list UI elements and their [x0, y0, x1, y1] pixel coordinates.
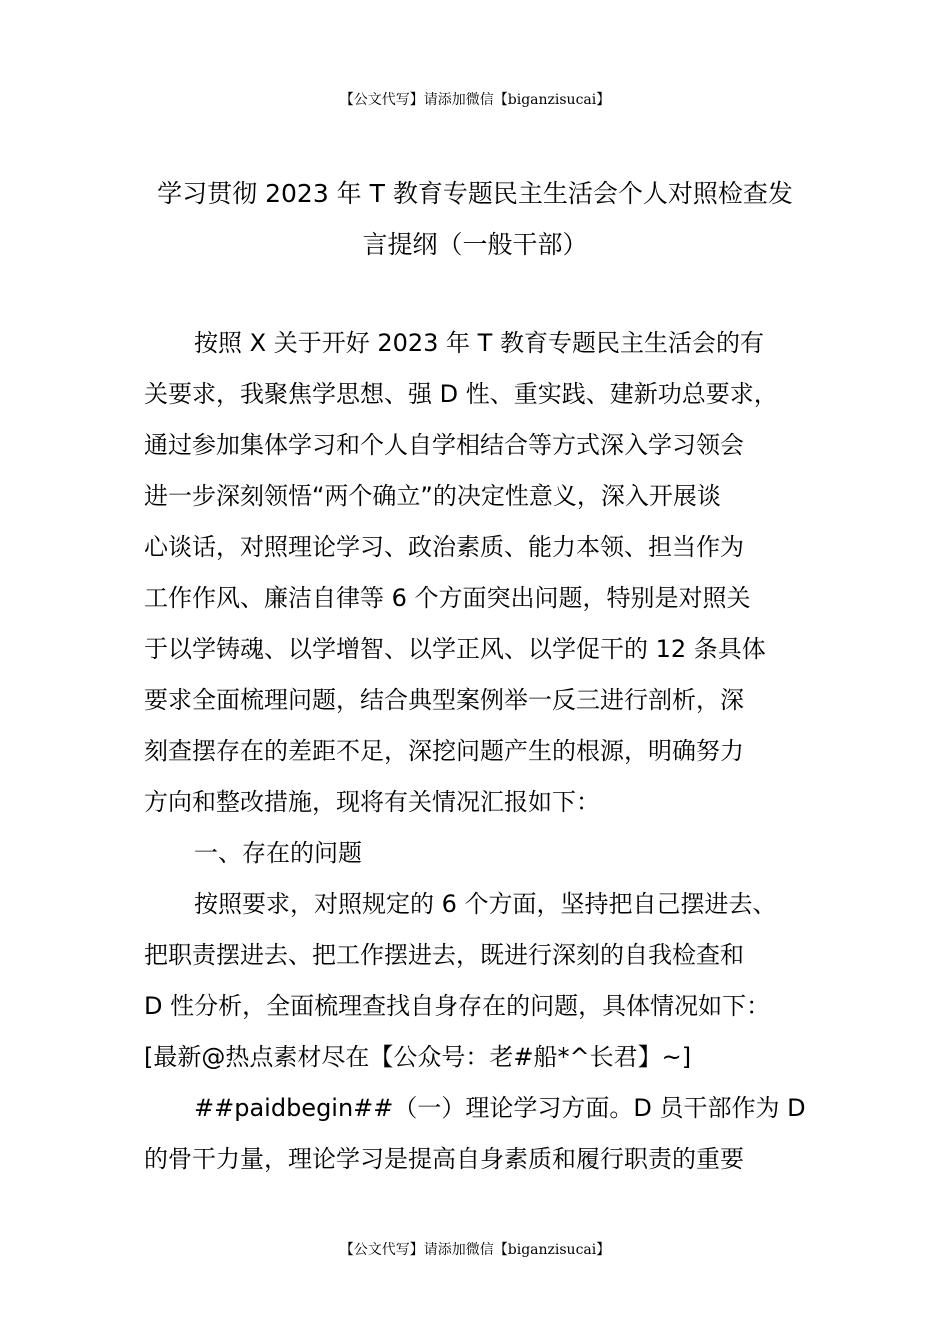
body-line: 心谈话，对照理论学习、政治素质、能力本领、担当作为	[144, 533, 744, 561]
title-line-1: 学习贯彻 2023 年 T 教育专题民主生活会个人对照检查发	[157, 179, 793, 208]
body-line: 于以学铸魂、以学增智、以学正风、以学促干的 12 条具体	[144, 635, 766, 663]
body-line: 要求全面梳理问题，结合典型案例举一反三进行剖析，深	[144, 686, 744, 714]
section-heading: 一、存在的问题	[194, 839, 362, 867]
body-line: 按照要求，对照规定的 6 个方面，坚持把自己摆进去、	[194, 890, 777, 918]
body-line: 的骨干力量，理论学习是提高自身素质和履行职责的重要	[144, 1145, 744, 1173]
title-line-2: 言提纲（一般干部）	[362, 230, 588, 259]
document-body	[144, 318, 844, 1185]
body-line: 按照 X 关于开好 2023 年 T 教育专题民主生活会的有	[194, 329, 764, 357]
promo-line: [最新@热点素材尽在【公众号：老#船*^长君】~]	[144, 1043, 692, 1071]
body-line: 方向和整改措施，现将有关情况汇报如下：	[144, 788, 600, 816]
body-line: 刻查摆存在的差距不足，深挖问题产生的根源，明确努力	[144, 737, 744, 765]
body-line: ##paidbegin##（一）理论学习方面。D 员干部作为 D	[194, 1094, 806, 1122]
page-footer: 【公文代写】请添加微信【biganzisucai】	[339, 1242, 611, 1258]
body-line: D 性分析，全面梳理查找自身存在的问题，具体情况如下：	[144, 992, 771, 1020]
page-header: 【公文代写】请添加微信【biganzisucai】	[339, 92, 611, 108]
body-line: 通过参加集体学习和个人自学相结合等方式深入学习领会	[144, 431, 744, 459]
body-line: 进一步深刻领悟“两个确立”的决定性意义，深入开展谈	[144, 482, 721, 510]
document-title	[120, 168, 830, 270]
body-line: 关要求，我聚焦学思想、强 D 性、重实践、建新功总要求，	[144, 380, 778, 408]
body-line: 工作作风、廉洁自律等 6 个方面突出问题，特别是对照关	[144, 584, 751, 612]
body-line: 把职责摆进去、把工作摆进去，既进行深刻的自我检查和	[144, 941, 744, 969]
